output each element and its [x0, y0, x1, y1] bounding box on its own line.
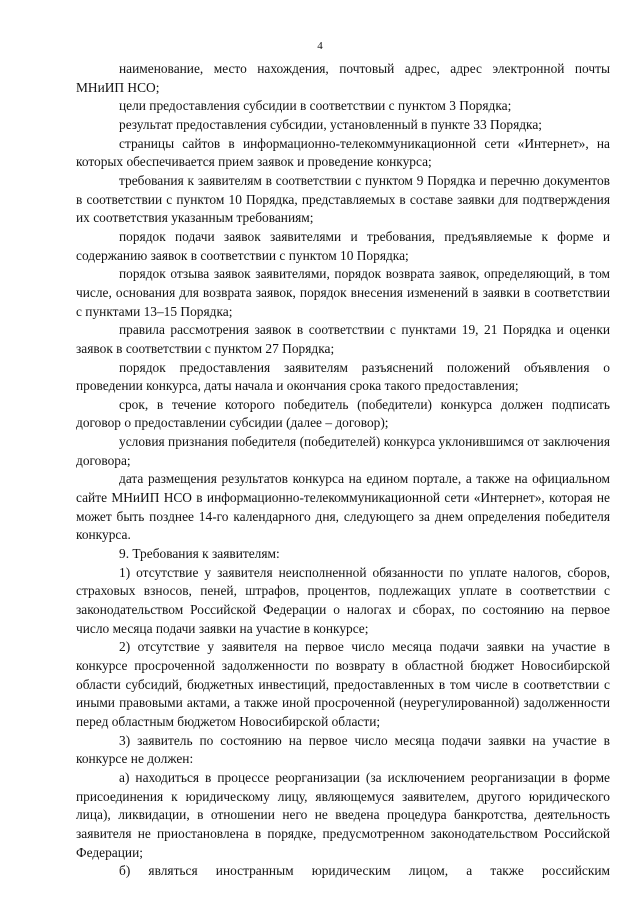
- paragraph: дата размещения результатов конкурса на едином портале, а также на официальном сайте МНиИП НСО в информационно-телекоммуникационной сети «Интернет», которая не может быть позднее 14-го календарного дня, следующего за днем определения победителя конкурса.: [76, 471, 610, 543]
- paragraph: порядок предоставления заявителям разъяснений положений объявления о проведении конкурса, даты начала и окончания срока такого предоставления;: [76, 359, 610, 394]
- paragraph: порядок подачи заявок заявителями и требования, предъявляемые к форме и содержанию заявок в соответствии с пунктом 10 Порядка;: [76, 228, 610, 263]
- list-item: 2) отсутствие у заявителя на первое число месяца подачи заявки на участие в конкурсе просроченной задолженности по возврату в областной бюджет Новосибирской области субсидий, бюджетных инвестиций, предоставленных в том числе в соответствии с иными правовыми актами, а также иной просроченной (неурегулированной) задолженности перед областным бюджетом Новосибирской области;: [76, 639, 610, 729]
- paragraph: условия признания победителя (победителей) конкурса уклонившимся от заключения договора;: [76, 434, 610, 468]
- section-heading: 9. Требования к заявителям:: [119, 546, 280, 562]
- document-body: [76, 60, 610, 881]
- paragraph: наименование, место нахождения, почтовый адрес, адрес электронной почты МНиИП НСО;: [76, 61, 610, 95]
- paragraph: страницы сайтов в информационно-телекоммуникационной сети «Интернет», на которых обеспечивается прием заявок и проведение конкурса;: [76, 135, 610, 170]
- sub-list-item: а) находиться в процессе реорганизации (за исключением реорганизации в форме присоединения к юридическому лицу, являющемуся заявителем, другого юридического лица), ликвидации, в отношении него не введена процедура банкротства, деятельность заявителя не приостановлена в порядке, предусмотренном законодательством Российской Федерации;: [76, 769, 610, 860]
- paragraph: порядок отзыва заявок заявителями, порядок возврата заявок, определяющий, в том числе, основания для возврата заявок, порядок внесения изменений в заявки в соответствии с пунктами 13–15 Порядка;: [76, 266, 610, 319]
- paragraph: требования к заявителям в соответствии с пунктом 9 Порядка и перечню документов в соответствии с пунктом 10 Порядка, представляемых в составе заявки для подтверждения их соответствия указанным требованиям;: [76, 172, 610, 226]
- list-item: 1) отсутствие у заявителя неисполненной обязанности по уплате налогов, сборов, страховых взносов, пеней, штрафов, процентов, подлежащих уплате в соответствии с законодательством Российской Федерации о налогах и сборах, по состоянию на первое число месяца подачи заявки на участие в конкурсе;: [76, 564, 610, 636]
- paragraph: результат предоставления субсидии, установленный в пункте 33 Порядка;: [119, 116, 543, 132]
- page-number: 4: [317, 40, 323, 52]
- sub-list-item: б) являться иностранным юридическим лицом, а также российским: [119, 863, 610, 879]
- paragraph: правила рассмотрения заявок в соответствии с пунктами 19, 21 Порядка и оценки заявок в соответствии с пунктом 27 Порядка;: [76, 322, 610, 356]
- paragraph: цели предоставления субсидии в соответствии с пунктом 3 Порядка;: [119, 98, 512, 114]
- list-item: 3) заявитель по состоянию на первое число месяца подачи заявки на участие в конкурсе не должен:: [76, 732, 610, 767]
- paragraph: срок, в течение которого победитель (победители) конкурса должен подписать договор о предоставлении субсидии (далее – договор);: [76, 396, 610, 431]
